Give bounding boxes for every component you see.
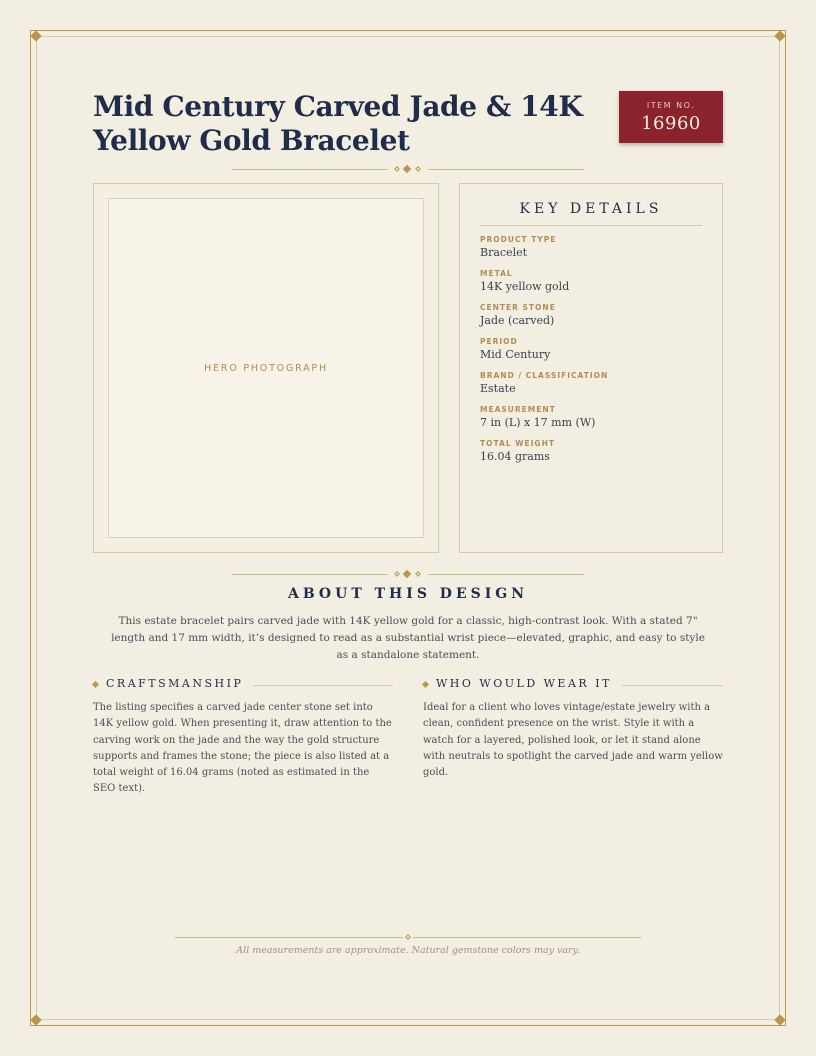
detail-total-weight	[480, 439, 702, 464]
hero-photo-frame	[93, 183, 439, 553]
footnote: All measurements are approximate. Natural gemstone colors may vary.	[236, 945, 580, 956]
about-divider	[232, 570, 584, 580]
craftsmanship-text: The listing specifies a carved jade center stone set into 14K yellow gold. When presenting it, draw attention to the carving work on the jade and the way the gold structure supports and frames the stone; the piece is also listed at a total weight of 16.04 grams (noted as estimated in the SEO text).	[93, 702, 392, 795]
detail-value: 16.04 grams	[480, 450, 550, 463]
detail-label: TOTAL WEIGHT	[480, 439, 555, 448]
diamond-bullet-icon	[422, 681, 429, 688]
detail-value: Jade (carved)	[480, 314, 555, 327]
hero-photo-placeholder	[108, 198, 424, 538]
about-text: This estate bracelet pairs carved jade with 14K yellow gold for a classic, high-contrast look. With a stated 7" length and 17 mm width, it’s designed to read as a substantial wrist piece—elevated, graphic, and easy to style as a standalone statement.	[111, 615, 705, 661]
detail-product-type	[480, 235, 702, 260]
who-would-wear-heading: WHO WOULD WEAR IT	[436, 677, 622, 690]
detail-value: 14K yellow gold	[480, 280, 570, 293]
who-would-wear-section	[423, 677, 723, 781]
title-divider	[232, 165, 584, 175]
detail-value: 7 in (L) x 17 mm (W)	[480, 416, 596, 429]
detail-period	[480, 337, 702, 362]
hero-photo-label: HERO PHOTOGRAPH	[204, 362, 328, 374]
detail-metal	[480, 269, 702, 294]
key-details-heading: KEY DETAILS	[480, 201, 702, 226]
detail-label: METAL	[480, 269, 513, 278]
key-details-panel	[459, 183, 723, 553]
diamond-bullet-icon	[92, 681, 99, 688]
footer-divider	[175, 933, 641, 943]
about-heading: ABOUT THIS DESIGN	[287, 586, 529, 602]
detail-measurement	[480, 405, 702, 430]
detail-value: Mid Century	[480, 348, 551, 361]
item-number-label: ITEM NO.	[646, 101, 696, 110]
who-would-wear-text: Ideal for a client who loves vintage/estate jewelry with a clean, confident presence on the wrist. Style it with a watch for a layered, polished look, or let it stand alone with neutrals to spotlight the carved jade and warm yellow gold.	[423, 702, 723, 779]
craftsmanship-section	[93, 677, 393, 798]
detail-label: MEASUREMENT	[480, 405, 556, 414]
item-number-badge	[619, 91, 723, 143]
item-number: 16960	[641, 113, 701, 134]
detail-value: Bracelet	[480, 246, 528, 259]
craftsmanship-heading: CRAFTSMANSHIP	[106, 677, 253, 690]
detail-label: BRAND / CLASSIFICATION	[480, 371, 609, 380]
detail-value: Estate	[480, 382, 516, 395]
page-title: Mid Century Carved Jade & 14K Yellow Gold Bracelet	[93, 90, 583, 157]
detail-label: PERIOD	[480, 337, 518, 346]
detail-label: PRODUCT TYPE	[480, 235, 557, 244]
detail-center-stone	[480, 303, 702, 328]
detail-label: CENTER STONE	[480, 303, 556, 312]
detail-brand	[480, 371, 702, 396]
